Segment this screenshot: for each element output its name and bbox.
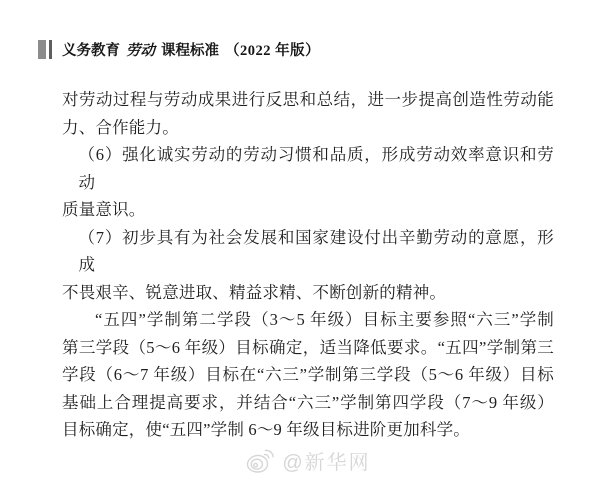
text-line: 目标确定，使“五四”学制 6～9 年级目标进阶更加科学。 bbox=[62, 420, 470, 439]
text-line: 基础上合理提高要求，并结合“六三”学制第四学段（7～9 年级） bbox=[62, 392, 554, 412]
text-line: （7）初步具有为社会发展和国家建设付出辛勤劳动的意愿，形成 bbox=[78, 227, 554, 274]
header-title-prefix: 义务教育 bbox=[62, 42, 120, 59]
text-line: 力、合作能力。 bbox=[62, 117, 179, 137]
header-bar-icon bbox=[49, 40, 52, 59]
header-title-edition: （2022 年版） bbox=[225, 42, 321, 59]
page-header bbox=[38, 39, 320, 59]
watermark bbox=[0, 446, 616, 475]
text-line: 第三学段（5～6 年级）目标确定，适当降低要求。“五四”学制第三 bbox=[62, 337, 555, 357]
text-line: 对劳动过程与劳动成果进行反思和总结，进一步提高创造性劳动能 bbox=[62, 90, 554, 109]
header-bar-icon bbox=[38, 40, 46, 59]
text-line: （6）强化诚实劳动的劳动习惯和品质，形成劳动效率意识和劳动 bbox=[78, 145, 554, 192]
text-line: 学段（6～7 年级）目标在“六三”学制第三学段（5～6 年级）目标 bbox=[62, 365, 554, 384]
text-line: 不畏艰辛、锐意进取、精益求精、不断创新的精神。 bbox=[62, 282, 447, 302]
header-title-suffix: 课程标准 bbox=[161, 42, 219, 59]
body-text bbox=[62, 86, 554, 444]
header-title-subject: 劳动 bbox=[126, 42, 155, 59]
text-line: 质量意识。 bbox=[62, 200, 146, 219]
watermark-text: @新华网 bbox=[282, 452, 371, 474]
text-line: “五四”学制第二学段（3～5 年级）目标主要参照“六三”学制 bbox=[95, 310, 554, 329]
weibo-icon bbox=[245, 447, 275, 475]
